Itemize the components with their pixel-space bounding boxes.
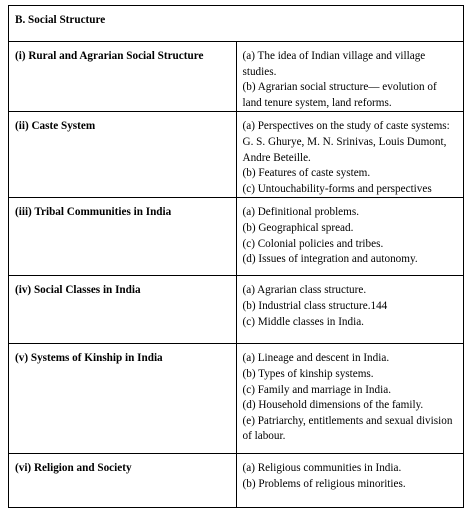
topic-cell: (i) Rural and Agrarian Social Structure xyxy=(9,42,237,112)
subtopic-item: (b) Types of kinship systems. xyxy=(242,367,374,380)
subtopics-cell xyxy=(236,42,464,112)
subtopic-item: (e) Patriarchy, entitlements and sexual division of labour. xyxy=(242,414,453,443)
subtopic-item: (c) Colonial policies and tribes. xyxy=(242,237,384,250)
subtopic-item: (a) The idea of Indian village and village studies. xyxy=(242,50,426,78)
topic-cell: (iv) Social Classes in India xyxy=(9,276,237,344)
table-row xyxy=(9,276,464,344)
subtopic-item: (b) Features of caste system. xyxy=(242,167,371,180)
subtopic-item: (d) Household dimensions of the family. xyxy=(242,399,424,412)
subtopic-item: (a) Definitional problems. xyxy=(242,206,360,219)
subtopics-cell xyxy=(236,276,464,344)
table-row xyxy=(9,112,464,198)
subtopics-cell xyxy=(236,454,464,508)
table-row xyxy=(9,344,464,454)
topic-cell: (ii) Caste System xyxy=(9,112,237,198)
subtopic-item: (b) Agrarian social structure— evolution of land tenure system, land reforms. xyxy=(242,81,437,109)
section-header-row xyxy=(9,6,464,42)
table-row xyxy=(9,454,464,508)
subtopics-cell xyxy=(236,112,464,198)
subtopic-item: (c) Middle classes in India. xyxy=(242,315,364,328)
topic-cell: (v) Systems of Kinship in India xyxy=(9,344,237,454)
section-title: B. Social Structure xyxy=(9,6,464,42)
syllabus-table xyxy=(8,5,464,508)
subtopic-item: (b) Problems of religious minorities. xyxy=(242,477,406,490)
syllabus-page xyxy=(8,5,464,508)
subtopic-item: (b) Geographical spread. xyxy=(242,221,354,234)
topic-cell: (iii) Tribal Communities in India xyxy=(9,198,237,276)
subtopic-item: (a) Lineage and descent in India. xyxy=(242,352,390,365)
subtopic-item: (d) Issues of integration and autonomy. xyxy=(242,253,418,266)
subtopics-cell xyxy=(236,344,464,454)
subtopic-item: (a) Perspectives on the study of caste systems: G. S. Ghurye, M. N. Srinivas, Louis Dumont, Andre Beteille. xyxy=(242,120,450,164)
subtopic-item: (b) Industrial class structure.144 xyxy=(242,299,388,312)
subtopic-item: (c) Untouchability-forms and perspectives xyxy=(242,182,432,195)
subtopic-item: (c) Family and marriage in India. xyxy=(242,383,391,396)
subtopic-item: (a) Agrarian class structure. xyxy=(242,284,367,297)
table-row xyxy=(9,198,464,276)
subtopics-cell xyxy=(236,198,464,276)
subtopic-item: (a) Religious communities in India. xyxy=(242,462,402,475)
table-row xyxy=(9,42,464,112)
topic-cell: (vi) Religion and Society xyxy=(9,454,237,508)
